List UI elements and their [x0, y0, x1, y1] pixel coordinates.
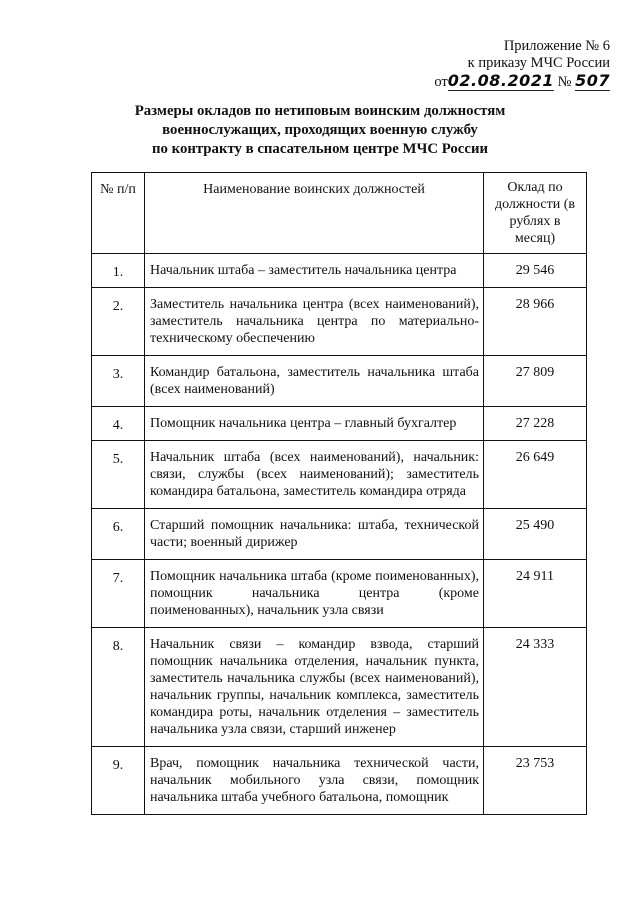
header-position-name: Наименование воинских должностей	[145, 173, 484, 254]
title-line-3: по контракту в спасательном центре МЧС России	[151, 141, 488, 157]
appendix-date-line	[400, 72, 610, 91]
row-salary: 28 966	[484, 288, 587, 356]
document-title	[100, 102, 540, 159]
row-number: 2.	[92, 288, 145, 356]
table-row	[92, 288, 587, 356]
row-number: 9.	[92, 747, 145, 815]
header-number: № п/п	[92, 173, 145, 254]
row-number: 1.	[92, 254, 145, 288]
row-number: 5.	[92, 441, 145, 509]
row-position-name: Врач, помощник начальника технической части, начальник мобильного узла связи, помощник начальника штаба учебного батальона, помощник	[145, 747, 484, 815]
table-row	[92, 509, 587, 560]
row-salary: 26 649	[484, 441, 587, 509]
table-row	[92, 628, 587, 747]
table-row	[92, 560, 587, 628]
table-row	[92, 356, 587, 407]
table-row	[92, 441, 587, 509]
row-position-name: Командир батальона, заместитель начальника штаба (всех наименований)	[145, 356, 484, 407]
table-row	[92, 254, 587, 288]
row-salary: 24 333	[484, 628, 587, 747]
row-salary: 27 228	[484, 407, 587, 441]
row-position-name: Начальник связи – командир взвода, старший помощник начальника отделения, начальник пункта, заместитель начальника службы (всех наименований), начальник группы, начальник комплекса, заместитель командира роты, начальник отделения – заместитель начальника узла связи, старший инженер	[145, 628, 484, 747]
row-position-name: Начальник штаба (всех наименований), начальник: связи, службы (всех наименований); заместитель командира батальона, заместитель командира отряда	[145, 441, 484, 509]
order-number: 507	[575, 71, 610, 90]
row-number: 7.	[92, 560, 145, 628]
title-line-2: военнослужащих, проходящих военную службу	[162, 122, 478, 138]
row-position-name: Начальник штаба – заместитель начальника центра	[145, 254, 484, 288]
order-date: 02.08.2021	[447, 71, 554, 90]
appendix-number: Приложение № 6	[503, 38, 610, 54]
row-number: 6.	[92, 509, 145, 560]
row-salary: 25 490	[484, 509, 587, 560]
row-position-name: Помощник начальника центра – главный бухгалтер	[145, 407, 484, 441]
row-salary: 27 809	[484, 356, 587, 407]
row-position-name: Заместитель начальника центра (всех наименований), заместитель начальника центра по материально-техническому обеспечению	[145, 288, 484, 356]
row-position-name: Старший помощник начальника: штаба, технической части; военный дирижер	[145, 509, 484, 560]
table-header-row	[92, 173, 587, 254]
date-prefix: от	[434, 74, 448, 90]
row-number: 4.	[92, 407, 145, 441]
row-number: 8.	[92, 628, 145, 747]
table-row	[92, 747, 587, 815]
row-number: 3.	[92, 356, 145, 407]
row-position-name: Помощник начальника штаба (кроме поименованных), помощник начальника центра (кроме поименованных), начальник узла связи	[145, 560, 484, 628]
title-line-1: Размеры окладов по нетиповым воинским должностям	[134, 103, 506, 119]
appendix-header	[400, 38, 610, 91]
salary-table	[91, 172, 587, 815]
appendix-order-ref: к приказу МЧС России	[467, 55, 610, 71]
row-salary: 23 753	[484, 747, 587, 815]
row-salary: 29 546	[484, 254, 587, 288]
row-salary: 24 911	[484, 560, 587, 628]
table-row	[92, 407, 587, 441]
header-salary: Оклад по должности (в рублях в месяц)	[484, 173, 587, 254]
number-prefix: №	[557, 74, 572, 90]
